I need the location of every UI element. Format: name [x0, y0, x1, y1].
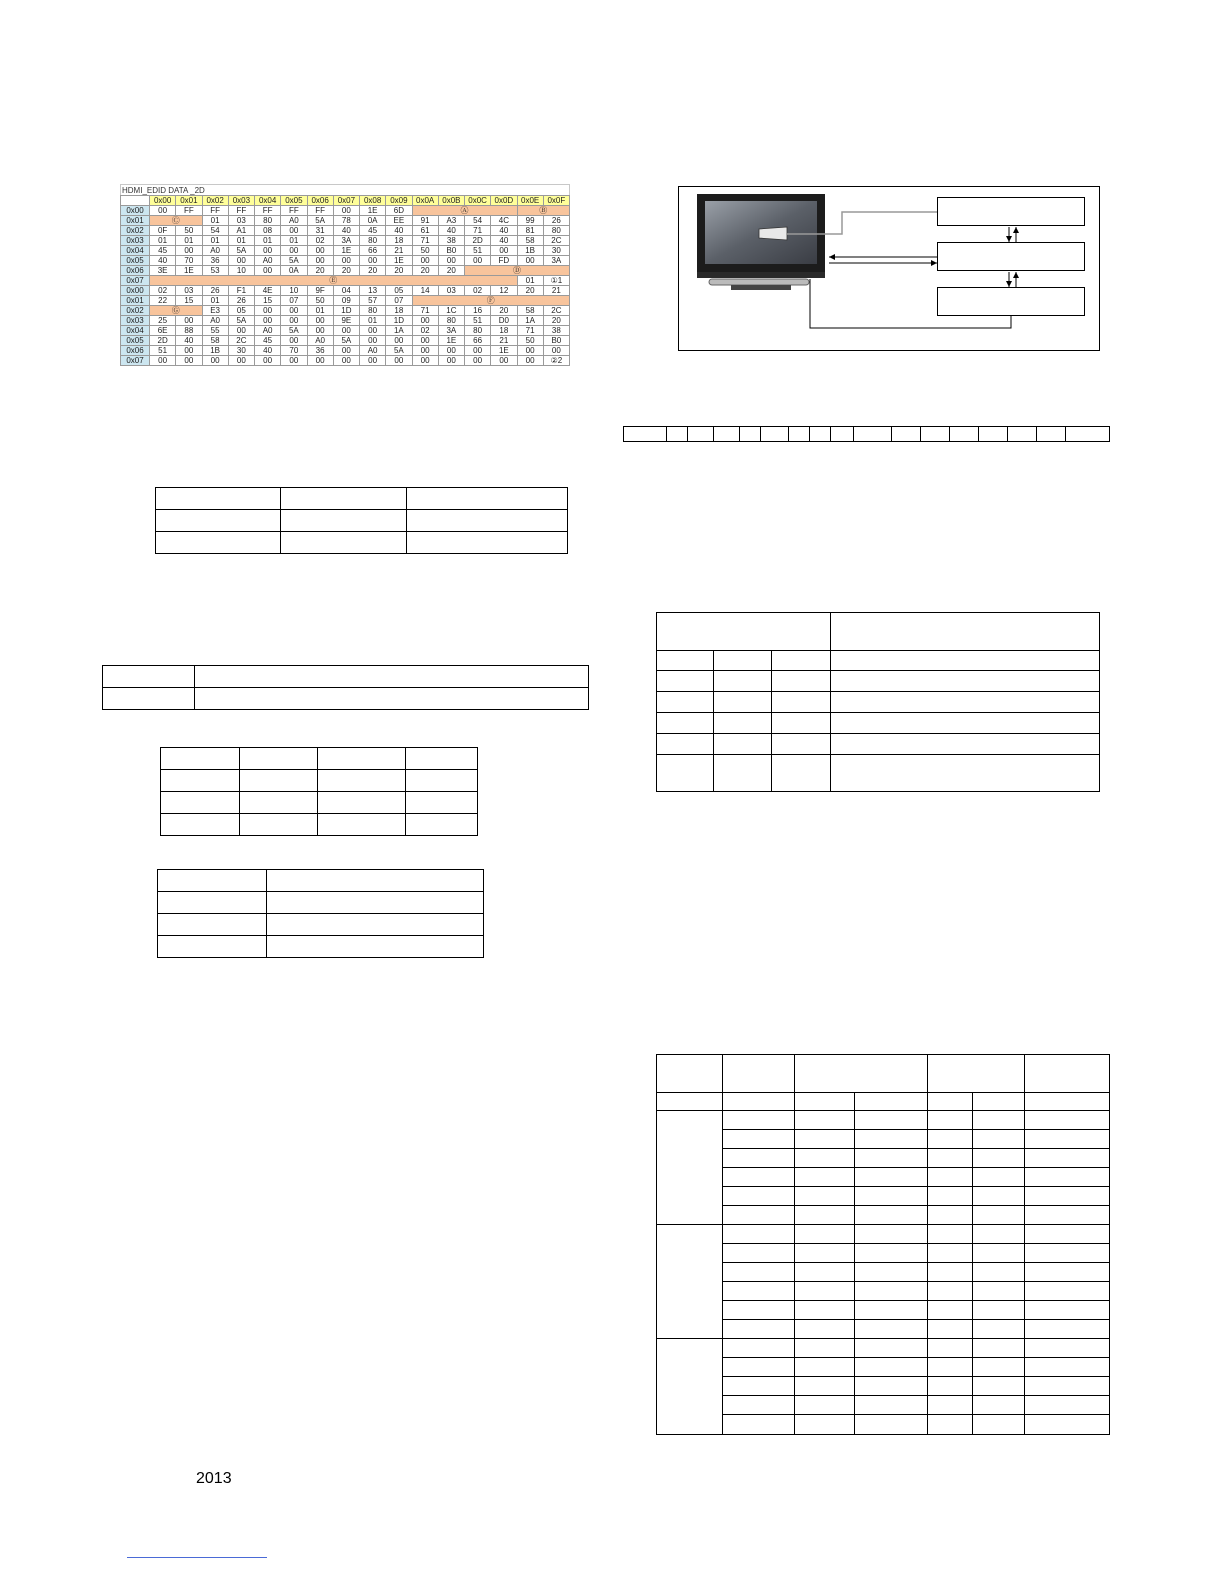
- edid-cell: 01: [150, 236, 176, 246]
- edid-cell: A0: [255, 326, 281, 336]
- edid-row-address: 0x06: [121, 346, 150, 356]
- edid-marker-segment: Ⓔ: [150, 276, 518, 286]
- edid-col-header: 0x02: [202, 196, 228, 206]
- edid-cell: 4E: [255, 286, 281, 296]
- edid-cell: 40: [176, 336, 202, 346]
- edid-cell: A0: [202, 316, 228, 326]
- edid-cell: 20: [307, 266, 333, 276]
- edid-cell: 00: [255, 246, 281, 256]
- edid-cell: FF: [307, 206, 333, 216]
- edid-cell: 50: [176, 226, 202, 236]
- edid-row-address: 0x01: [121, 216, 150, 226]
- edid-row-address: 0x04: [121, 246, 150, 256]
- edid-cell: 02: [150, 286, 176, 296]
- edid-cell: 00: [412, 356, 438, 366]
- edid-cell: 00: [228, 256, 254, 266]
- edid-cell: 01: [307, 306, 333, 316]
- edid-row: [121, 296, 570, 306]
- edid-cell: 58: [517, 306, 543, 316]
- edid-cell: FF: [202, 206, 228, 216]
- edid-cell: 12: [491, 286, 517, 296]
- edid-cell: 2C: [543, 306, 569, 316]
- edid-cell: 40: [333, 226, 359, 236]
- edid-cell: 20: [517, 286, 543, 296]
- edid-row-address: 0x04: [121, 326, 150, 336]
- edid-cell: 00: [281, 336, 307, 346]
- edid-row-address: 0x05: [121, 256, 150, 266]
- edid-cell: 80: [360, 306, 386, 316]
- edid-cell: FF: [228, 206, 254, 216]
- edid-cell: 1D: [333, 306, 359, 316]
- edid-cell: 01: [517, 276, 543, 286]
- edid-cell: 03: [438, 286, 464, 296]
- edid-cell: 00: [307, 326, 333, 336]
- edid-cell: 6D: [386, 206, 412, 216]
- edid-cell: 00: [360, 356, 386, 366]
- edid-cell: 40: [150, 256, 176, 266]
- edid-cell: 00: [228, 356, 254, 366]
- edid-cell: 58: [202, 336, 228, 346]
- diagram-box-bottom: [937, 287, 1085, 316]
- edid-cell: 50: [307, 296, 333, 306]
- edid-marker-segment: Ⓑ: [517, 206, 570, 216]
- edid-row: [121, 226, 570, 236]
- edid-cell: 2D: [465, 236, 491, 246]
- edid-row: [121, 326, 570, 336]
- edid-cell: 6E: [150, 326, 176, 336]
- edid-cell: 45: [150, 246, 176, 256]
- edid-cell: ①1: [543, 276, 569, 286]
- edid-cell: 00: [176, 356, 202, 366]
- edid-cell: A1: [228, 226, 254, 236]
- edid-corner-cell: [121, 196, 150, 206]
- edid-col-header: 0x0E: [517, 196, 543, 206]
- edid-cell: 00: [412, 316, 438, 326]
- edid-cell: 02: [412, 326, 438, 336]
- edid-cell: 18: [491, 326, 517, 336]
- edid-cell: A0: [307, 336, 333, 346]
- edid-cell: 04: [333, 286, 359, 296]
- edid-cell: A0: [202, 246, 228, 256]
- edid-cell: 00: [543, 346, 569, 356]
- edid-cell: 15: [176, 296, 202, 306]
- edid-cell: 4C: [491, 216, 517, 226]
- edid-cell: D0: [491, 316, 517, 326]
- edid-cell: 07: [386, 296, 412, 306]
- edid-cell: 00: [333, 356, 359, 366]
- table-mid-right: [656, 612, 1100, 792]
- edid-cell: 40: [386, 226, 412, 236]
- edid-cell: 01: [255, 236, 281, 246]
- edid-cell: 71: [517, 326, 543, 336]
- edid-cell: 3A: [543, 256, 569, 266]
- edid-cell: A3: [438, 216, 464, 226]
- edid-row-address: 0x05: [121, 336, 150, 346]
- edid-cell: 00: [360, 336, 386, 346]
- edid-cell: 00: [465, 256, 491, 266]
- edid-cell: B0: [543, 336, 569, 346]
- edid-cell: 51: [150, 346, 176, 356]
- signal-arrow-icon: [759, 227, 787, 240]
- edid-cell: B0: [438, 246, 464, 256]
- edid-cell: 80: [255, 216, 281, 226]
- edid-cell: 00: [491, 246, 517, 256]
- edid-cell: ②2: [543, 356, 569, 366]
- edid-cell: 26: [228, 296, 254, 306]
- edid-cell: E3: [202, 306, 228, 316]
- edid-cell: 0A: [281, 266, 307, 276]
- edid-cell: 66: [360, 246, 386, 256]
- edid-cell: 80: [543, 226, 569, 236]
- edid-cell: 20: [438, 266, 464, 276]
- edid-cell: 50: [517, 336, 543, 346]
- edid-cell: 5A: [386, 346, 412, 356]
- edid-cell: 13: [360, 286, 386, 296]
- edid-row-address: 0x07: [121, 276, 150, 286]
- edid-cell: 00: [281, 316, 307, 326]
- edid-cell: 66: [465, 336, 491, 346]
- edid-cell: 00: [255, 306, 281, 316]
- edid-cell: 26: [543, 216, 569, 226]
- edid-cell: 16: [465, 306, 491, 316]
- edid-cell: A0: [281, 216, 307, 226]
- edid-marker-segment: Ⓓ: [465, 266, 570, 276]
- edid-row: [121, 346, 570, 356]
- edid-cell: 30: [543, 246, 569, 256]
- edid-cell: 0F: [150, 226, 176, 236]
- edid-cell: 1A: [386, 326, 412, 336]
- edid-cell: 00: [438, 256, 464, 266]
- edid-cell: 00: [202, 356, 228, 366]
- edid-cell: 09: [333, 296, 359, 306]
- edid-row: [121, 246, 570, 256]
- edid-cell: 5A: [281, 326, 307, 336]
- edid-cell: FF: [281, 206, 307, 216]
- edid-cell: 00: [281, 306, 307, 316]
- edid-row-address: 0x07: [121, 356, 150, 366]
- edid-cell: 21: [491, 336, 517, 346]
- edid-cell: FF: [176, 206, 202, 216]
- edid-cell: 00: [228, 326, 254, 336]
- edid-cell: 00: [307, 246, 333, 256]
- edid-cell: A0: [360, 346, 386, 356]
- edid-row-address: 0x03: [121, 316, 150, 326]
- edid-row-address: 0x03: [121, 236, 150, 246]
- edid-cell: 14: [412, 286, 438, 296]
- edid-cell: 40: [491, 226, 517, 236]
- table-4col: [160, 747, 478, 836]
- edid-cell: 00: [150, 206, 176, 216]
- edid-cell: 00: [176, 346, 202, 356]
- edid-row: [121, 276, 570, 286]
- edid-cell: 2C: [228, 336, 254, 346]
- edid-cell: 00: [491, 356, 517, 366]
- edid-cell: 70: [176, 256, 202, 266]
- edid-row: [121, 216, 570, 226]
- edid-cell: 01: [202, 216, 228, 226]
- edid-row: [121, 356, 570, 366]
- edid-cell: 71: [412, 236, 438, 246]
- edid-cell: 00: [438, 356, 464, 366]
- edid-cell: 07: [281, 296, 307, 306]
- edid-cell: 53: [202, 266, 228, 276]
- edid-cell: 50: [412, 246, 438, 256]
- edid-row: [121, 206, 570, 216]
- edid-col-header: 0x0D: [491, 196, 517, 206]
- edid-cell: 01: [281, 236, 307, 246]
- edid-cell: 1E: [360, 206, 386, 216]
- edid-cell: 54: [202, 226, 228, 236]
- edid-cell: 10: [228, 266, 254, 276]
- footer-link-underline[interactable]: [127, 1557, 267, 1558]
- edid-cell: 02: [465, 286, 491, 296]
- edid-cell: A0: [255, 256, 281, 266]
- edid-cell: 00: [465, 346, 491, 356]
- edid-cell: 36: [307, 346, 333, 356]
- edid-cell: 81: [517, 226, 543, 236]
- edid-cell: 5A: [307, 216, 333, 226]
- edid-row-address: 0x00: [121, 286, 150, 296]
- edid-cell: 1E: [176, 266, 202, 276]
- edid-row-address: 0x02: [121, 306, 150, 316]
- edid-col-header: 0x0B: [438, 196, 464, 206]
- edid-cell: 00: [176, 316, 202, 326]
- edid-cell: 00: [176, 246, 202, 256]
- edid-cell: 00: [333, 346, 359, 356]
- edid-col-header: 0x00: [150, 196, 176, 206]
- edid-cell: 03: [228, 216, 254, 226]
- edid-cell: 00: [333, 206, 359, 216]
- edid-cell: FD: [491, 256, 517, 266]
- edid-row-address: 0x02: [121, 226, 150, 236]
- edid-col-header: 0x04: [255, 196, 281, 206]
- edid-cell: 51: [465, 316, 491, 326]
- edid-cell: 00: [255, 266, 281, 276]
- table-2col-narrow: [157, 869, 484, 958]
- edid-cell: 9F: [307, 286, 333, 296]
- edid-cell: 0A: [360, 216, 386, 226]
- edid-cell: 99: [517, 216, 543, 226]
- edid-cell: 1E: [491, 346, 517, 356]
- edid-cell: 00: [307, 316, 333, 326]
- edid-cell: 20: [412, 266, 438, 276]
- edid-cell: 30: [228, 346, 254, 356]
- edid-cell: 45: [360, 226, 386, 236]
- edid-cell: 01: [176, 236, 202, 246]
- edid-col-header: 0x05: [281, 196, 307, 206]
- edid-grid: [120, 195, 570, 366]
- edid-row: [121, 286, 570, 296]
- diagram-box-middle: [937, 242, 1085, 271]
- edid-cell: 00: [360, 256, 386, 266]
- edid-cell: 01: [360, 316, 386, 326]
- edid-table-title: HDMI_EDID DATA _2D: [120, 184, 570, 195]
- edid-cell: 9E: [333, 316, 359, 326]
- edid-cell: 71: [465, 226, 491, 236]
- edid-cell: 91: [412, 216, 438, 226]
- edid-cell: 36: [202, 256, 228, 266]
- edid-row: [121, 336, 570, 346]
- edid-cell: 20: [333, 266, 359, 276]
- edid-col-header: 0x09: [386, 196, 412, 206]
- edid-cell: 00: [517, 356, 543, 366]
- table-3col-a: [155, 487, 568, 554]
- edid-col-header: 0x03: [228, 196, 254, 206]
- edid-cell: 3E: [150, 266, 176, 276]
- edid-cell: 1D: [386, 316, 412, 326]
- edid-col-header: 0x0A: [412, 196, 438, 206]
- edid-cell: 01: [202, 296, 228, 306]
- edid-cell: 2C: [543, 236, 569, 246]
- edid-cell: 00: [255, 316, 281, 326]
- edid-cell: 00: [412, 256, 438, 266]
- edid-cell: 40: [255, 346, 281, 356]
- edid-row-address: 0x01: [121, 296, 150, 306]
- edid-col-header: 0x07: [333, 196, 359, 206]
- edid-cell: 80: [465, 326, 491, 336]
- edid-cell: 1C: [438, 306, 464, 316]
- edid-cell: 05: [228, 306, 254, 316]
- edid-row: [121, 256, 570, 266]
- edid-cell: 00: [386, 336, 412, 346]
- edid-cell: 20: [386, 266, 412, 276]
- edid-cell: 55: [202, 326, 228, 336]
- edid-marker-segment: Ⓖ: [150, 306, 203, 316]
- edid-cell: 18: [386, 236, 412, 246]
- edid-col-header: 0x0C: [465, 196, 491, 206]
- edid-cell: 71: [412, 306, 438, 316]
- edid-cell: 22: [150, 296, 176, 306]
- edid-cell: 38: [543, 326, 569, 336]
- edid-cell: F1: [228, 286, 254, 296]
- edid-row: [121, 306, 570, 316]
- edid-cell: 25: [150, 316, 176, 326]
- connection-diagram: [678, 186, 1100, 351]
- edid-cell: 18: [386, 306, 412, 316]
- edid-cell: 1A: [517, 316, 543, 326]
- edid-cell: 1E: [333, 246, 359, 256]
- edid-cell: 54: [465, 216, 491, 226]
- edid-cell: 00: [412, 336, 438, 346]
- edid-cell: 03: [176, 286, 202, 296]
- edid-cell: 21: [386, 246, 412, 256]
- edid-row: [121, 266, 570, 276]
- edid-cell: 00: [281, 246, 307, 256]
- edid-cell: 2D: [150, 336, 176, 346]
- edid-cell: 02: [307, 236, 333, 246]
- table-byte-strip: [623, 426, 1110, 442]
- edid-cell: 15: [255, 296, 281, 306]
- edid-cell: 57: [360, 296, 386, 306]
- edid-cell: 00: [307, 356, 333, 366]
- edid-cell: 61: [412, 226, 438, 236]
- edid-cell: 3A: [438, 326, 464, 336]
- edid-cell: 01: [202, 236, 228, 246]
- edid-col-header: 0x08: [360, 196, 386, 206]
- edid-cell: 00: [438, 346, 464, 356]
- edid-row: [121, 236, 570, 246]
- edid-cell: 00: [281, 226, 307, 236]
- edid-cell: 5A: [228, 246, 254, 256]
- edid-cell: 51: [465, 246, 491, 256]
- edid-cell: 70: [281, 346, 307, 356]
- edid-cell: 01: [228, 236, 254, 246]
- edid-cell: 00: [307, 256, 333, 266]
- edid-cell: 00: [386, 356, 412, 366]
- edid-cell: 80: [438, 316, 464, 326]
- edid-cell: 10: [281, 286, 307, 296]
- edid-cell: 1B: [202, 346, 228, 356]
- diagram-box-top: [937, 197, 1085, 226]
- edid-cell: 21: [543, 286, 569, 296]
- edid-cell: 00: [360, 326, 386, 336]
- edid-cell: 80: [360, 236, 386, 246]
- edid-data-table: [120, 184, 570, 366]
- edid-cell: 5A: [333, 336, 359, 346]
- edid-cell: 00: [333, 326, 359, 336]
- table-bottom-right: [656, 1054, 1110, 1435]
- edid-cell: 00: [517, 346, 543, 356]
- edid-cell: 00: [412, 346, 438, 356]
- edid-row: [121, 316, 570, 326]
- edid-cell: 3A: [333, 236, 359, 246]
- edid-marker-segment: Ⓕ: [412, 296, 570, 306]
- edid-cell: 58: [517, 236, 543, 246]
- table-2col-wide: [102, 665, 589, 710]
- edid-cell: 26: [202, 286, 228, 296]
- edid-cell: 00: [333, 256, 359, 266]
- edid-col-header: 0x01: [176, 196, 202, 206]
- footer-year: 2013: [196, 1470, 232, 1487]
- edid-col-header: 0x06: [307, 196, 333, 206]
- edid-col-header: 0x0F: [543, 196, 569, 206]
- edid-cell: 38: [438, 236, 464, 246]
- edid-cell: 5A: [228, 316, 254, 326]
- edid-cell: 00: [517, 256, 543, 266]
- edid-cell: 40: [438, 226, 464, 236]
- edid-cell: 00: [150, 356, 176, 366]
- edid-cell: 45: [255, 336, 281, 346]
- edid-cell: 31: [307, 226, 333, 236]
- edid-cell: 20: [543, 316, 569, 326]
- edid-cell: 88: [176, 326, 202, 336]
- edid-cell: 08: [255, 226, 281, 236]
- edid-cell: 5A: [281, 256, 307, 266]
- edid-cell: EE: [386, 216, 412, 226]
- edid-cell: 1E: [438, 336, 464, 346]
- edid-marker-segment: Ⓒ: [150, 216, 203, 226]
- edid-cell: 40: [491, 236, 517, 246]
- edid-cell: FF: [255, 206, 281, 216]
- edid-marker-segment: Ⓐ: [412, 206, 517, 216]
- edid-cell: 20: [360, 266, 386, 276]
- edid-row-address: 0x06: [121, 266, 150, 276]
- edid-cell: 78: [333, 216, 359, 226]
- edid-cell: 20: [491, 306, 517, 316]
- edid-cell: 00: [255, 356, 281, 366]
- edid-cell: 1E: [386, 256, 412, 266]
- edid-cell: 05: [386, 286, 412, 296]
- edid-row-address: 0x00: [121, 206, 150, 216]
- edid-cell: 00: [281, 356, 307, 366]
- edid-cell: 1B: [517, 246, 543, 256]
- edid-cell: 00: [465, 356, 491, 366]
